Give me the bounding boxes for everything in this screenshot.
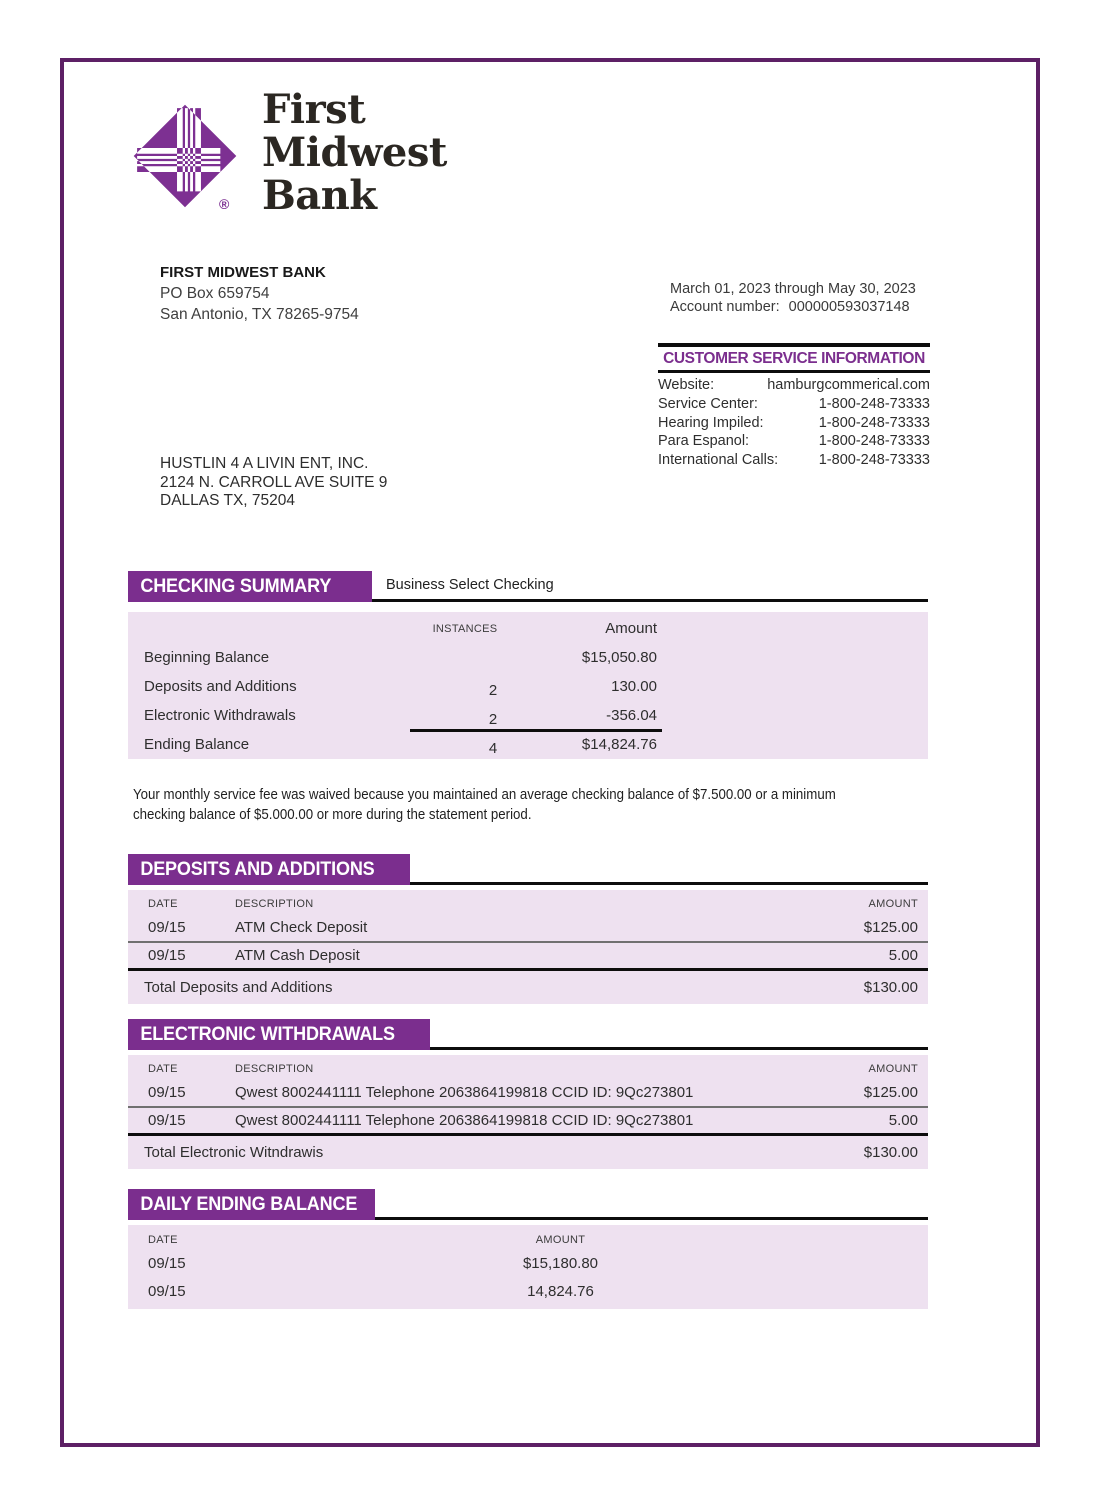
customer-service-row bbox=[658, 451, 930, 470]
customer-address-block bbox=[160, 455, 387, 511]
logo-word: Bank bbox=[262, 172, 377, 219]
logo-wordmark bbox=[262, 88, 447, 217]
total-label: Total Deposits and Additions bbox=[144, 979, 333, 996]
total-label: Total Electronic Witndrawis bbox=[144, 1144, 324, 1161]
divider bbox=[410, 729, 662, 732]
balance-amount: $15,180.80 bbox=[522, 1255, 599, 1272]
column-header-description: DESCRIPTION bbox=[235, 898, 314, 910]
cs-label: Service Center: bbox=[658, 395, 758, 412]
table-header-row bbox=[128, 1055, 928, 1080]
checking-summary-table bbox=[128, 612, 928, 759]
logo-word: First bbox=[262, 86, 366, 133]
bank-address-line: San Antonio, TX 78265-9754 bbox=[160, 306, 359, 323]
tx-date: 09/15 bbox=[148, 1112, 186, 1129]
account-number-value: 000000593037148 bbox=[788, 298, 910, 315]
section-title: DEPOSITS AND ADDITIONS bbox=[140, 859, 375, 880]
column-header-amount: AMOUNT bbox=[868, 898, 918, 910]
cs-value: 1-800-248-73333 bbox=[818, 414, 930, 431]
customer-service-row bbox=[658, 395, 930, 414]
summary-amount: $15,050.80 bbox=[581, 649, 657, 666]
table-row bbox=[128, 1279, 928, 1307]
total-amount: $130.00 bbox=[863, 979, 918, 996]
column-header-date: DATE bbox=[148, 1063, 178, 1075]
tx-date: 09/15 bbox=[148, 1084, 186, 1101]
section-title: DAILY ENDING BALANCE bbox=[140, 1194, 358, 1215]
section-title: CHECKING SUMMARY bbox=[140, 576, 332, 597]
summary-instances: 2 bbox=[488, 711, 498, 728]
customer-service-row bbox=[658, 414, 930, 433]
summary-amount: 130.00 bbox=[611, 678, 657, 695]
table-row bbox=[128, 673, 928, 702]
balance-date: 09/15 bbox=[148, 1283, 186, 1300]
column-header-description: DESCRIPTION bbox=[235, 1063, 314, 1075]
logo-word: Midwest bbox=[262, 129, 447, 176]
table-row bbox=[128, 644, 928, 673]
cs-label: Website: bbox=[658, 377, 715, 393]
column-header-date: DATE bbox=[148, 1234, 178, 1246]
tx-date: 09/15 bbox=[148, 919, 186, 936]
summary-label: Electronic Withdrawals bbox=[144, 707, 296, 724]
statement-period: March 01, 2023 through May 30, 2023 bbox=[670, 281, 916, 297]
bank-address-block bbox=[160, 262, 359, 325]
tx-description: Qwest 8002441111 Telephone 2063864199818 CCID ID: 9Qc273801 bbox=[235, 1084, 694, 1101]
tx-description: Qwest 8002441111 Telephone 2063864199818 CCID ID: 9Qc273801 bbox=[235, 1112, 694, 1129]
summary-label: Beginning Balance bbox=[144, 649, 270, 666]
table-row bbox=[128, 731, 928, 760]
divider bbox=[375, 1217, 928, 1220]
customer-service-row bbox=[658, 376, 930, 395]
statement-meta bbox=[670, 281, 930, 316]
balance-date: 09/15 bbox=[148, 1255, 186, 1272]
summary-label: Deposits and Additions bbox=[144, 678, 297, 695]
column-header-amount: Amount bbox=[605, 620, 657, 637]
tx-amount: $125.00 bbox=[863, 919, 918, 936]
balance-amount: 14,824.76 bbox=[527, 1283, 594, 1300]
divider bbox=[430, 1047, 928, 1050]
table-total-row bbox=[128, 1136, 928, 1169]
deposits-section-header bbox=[128, 854, 410, 885]
cs-value: hamburgcommerical.com bbox=[767, 377, 930, 393]
summary-label: Ending Balance bbox=[144, 736, 250, 753]
account-type-subtitle: Business Select Checking bbox=[386, 577, 554, 593]
table-header-row bbox=[128, 1225, 928, 1251]
customer-address-line: HUSTLIN 4 A LIVIN ENT, INC. bbox=[160, 455, 369, 472]
tx-amount: 5.00 bbox=[888, 947, 918, 964]
summary-instances: 4 bbox=[488, 740, 498, 757]
account-number-label: Account number: bbox=[670, 298, 780, 315]
cs-value: 1-800-248-73333 bbox=[818, 433, 930, 450]
summary-amount: $14,824.76 bbox=[581, 736, 657, 753]
customer-address-line: 2124 N. CARROLL AVE SUITE 9 bbox=[160, 473, 388, 491]
table-row bbox=[128, 1080, 928, 1108]
customer-service-box bbox=[658, 343, 930, 470]
table-row bbox=[128, 915, 928, 943]
customer-service-title: CUSTOMER SERVICE INFORMATION bbox=[663, 350, 925, 367]
checking-summary-header bbox=[128, 571, 372, 602]
divider bbox=[410, 882, 928, 885]
daily-balance-table bbox=[128, 1225, 928, 1309]
total-amount: $130.00 bbox=[863, 1144, 918, 1161]
column-header-amount: AMOUNT bbox=[868, 1063, 918, 1075]
customer-service-row bbox=[658, 432, 930, 451]
table-header-row bbox=[128, 890, 928, 915]
cs-value: 1-800-248-73333 bbox=[818, 395, 930, 412]
cs-label: International Calls: bbox=[658, 452, 779, 469]
summary-table-header bbox=[128, 618, 928, 644]
customer-address-line: DALLAS TX, 75204 bbox=[160, 492, 295, 509]
withdrawals-table bbox=[128, 1055, 928, 1169]
divider bbox=[658, 370, 930, 373]
table-total-row bbox=[128, 971, 928, 1004]
divider bbox=[372, 599, 928, 602]
tx-date: 09/15 bbox=[148, 947, 186, 964]
column-header-date: DATE bbox=[148, 898, 178, 910]
tx-description: ATM Check Deposit bbox=[235, 919, 368, 936]
bank-address-line: PO Box 659754 bbox=[160, 285, 270, 302]
withdrawals-section-header bbox=[128, 1019, 430, 1050]
tx-amount: $125.00 bbox=[863, 1084, 918, 1101]
daily-balance-section-header bbox=[128, 1189, 375, 1220]
deposits-table bbox=[128, 890, 928, 1004]
service-fee-note: Your monthly service fee was waived because you maintained an average checking balance of $7.500.00 or a minimum checking balance of $5.000.00 or more during the statement period. bbox=[133, 786, 836, 823]
column-header-amount: AMOUNT bbox=[535, 1234, 586, 1246]
tx-amount: 5.00 bbox=[888, 1112, 918, 1129]
table-row bbox=[128, 943, 928, 971]
cs-label: Para Espanol: bbox=[658, 433, 750, 450]
table-row bbox=[128, 1108, 928, 1136]
cs-value: 1-800-248-73333 bbox=[818, 452, 930, 469]
column-header-instances: INSTANCES bbox=[432, 623, 498, 635]
registered-trademark-symbol: ® bbox=[219, 196, 230, 212]
tx-description: ATM Cash Deposit bbox=[235, 947, 360, 964]
bank-name: FIRST MIDWEST BANK bbox=[160, 264, 326, 281]
table-row bbox=[128, 1251, 928, 1279]
summary-instances: 2 bbox=[488, 682, 498, 699]
section-title: ELECTRONIC WITHDRAWALS bbox=[140, 1024, 395, 1045]
table-row bbox=[128, 702, 928, 731]
cs-label: Hearing Impiled: bbox=[658, 414, 764, 431]
summary-amount: -356.04 bbox=[606, 707, 657, 724]
